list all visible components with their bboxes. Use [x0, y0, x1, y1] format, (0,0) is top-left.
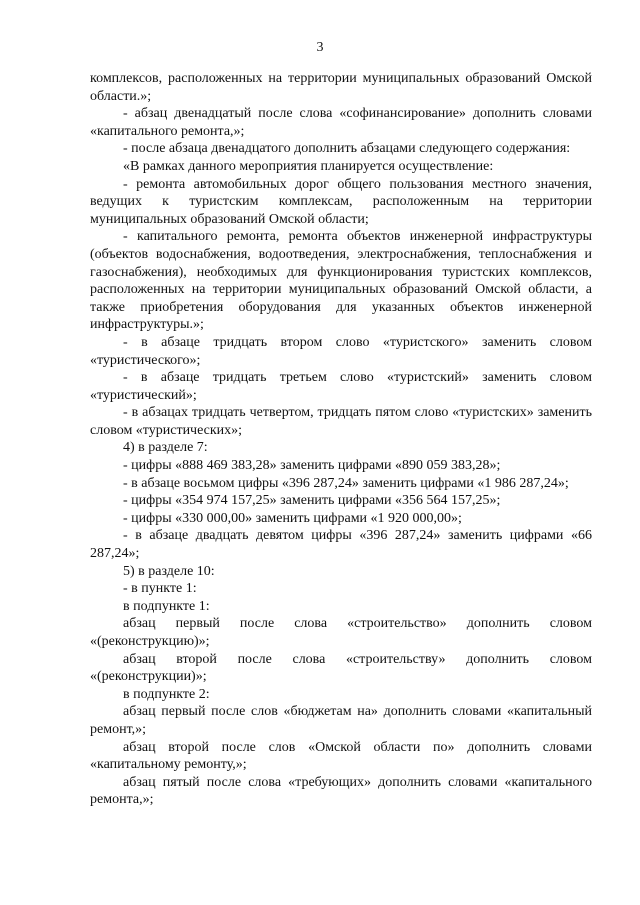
paragraph: абзац первый после слов «бюджетам на» дополнить словами «капитальный ремонт,»;	[90, 704, 592, 737]
paragraph: 4) в разделе 7:	[123, 440, 208, 456]
paragraph: - цифры «354 974 157,25» заменить цифрами «356 564 157,25»;	[123, 493, 501, 509]
page-number: 3	[316, 40, 324, 55]
paragraph: «В рамках данного мероприятия планируется осуществление:	[123, 158, 494, 174]
paragraph: абзац первый после слова «строительство» дополнить словом «(реконструкцию)»;	[90, 616, 592, 649]
paragraph: - цифры «330 000,00» заменить цифрами «1 920 000,00»;	[123, 510, 462, 526]
paragraph: в подпункте 2:	[123, 686, 210, 702]
paragraph: - ремонта автомобильных дорог общего пользования местного значения, ведущих к туристским комплексам, расположенным на территории муниципальных образований Омской области;	[90, 176, 592, 227]
paragraph: - в пункте 1:	[123, 581, 197, 597]
paragraph: - капитального ремонта, ремонта объектов инженерной инфраструктуры (объектов водоснабжения, водоотведения, электроснабжения, теплоснабжения и газоснабжения), необходимых для функционирования туристских комплексов, расположенных на территории муниципальных образований Омской области, а также приобретения оборудования для указанных объектов инженерной инфраструктуры.»;	[90, 229, 592, 333]
paragraph: - в абзаце двадцать девятом цифры «396 287,24» заменить цифрами «66 287,24»;	[90, 528, 592, 562]
paragraph: - в абзаце тридцать втором слово «туристского» заменить словом «туристического»;	[90, 334, 592, 368]
paragraph: абзац пятый после слова «требующих» дополнить словами «капитального ремонта,»;	[90, 774, 592, 808]
paragraph: - после абзаца двенадцатого дополнить абзацами следующего содержания:	[123, 141, 571, 157]
paragraph: - цифры «888 469 383,28» заменить цифрами «890 059 383,28»;	[123, 458, 501, 474]
paragraph: 5) в разделе 10:	[123, 563, 215, 579]
paragraph: абзац второй после слова «строительству» дополнить словом «(реконструкции)»;	[90, 651, 592, 685]
paragraph: - в абзаце тридцать третьем слово «туристский» заменить словом «туристический»;	[90, 370, 592, 403]
paragraph: в подпункте 1:	[123, 598, 210, 614]
paragraph: - в абзацах тридцать четвертом, тридцать пятом слово «туристских» заменить словом «туристических»;	[90, 405, 592, 438]
document-body	[90, 70, 592, 809]
paragraph: абзац второй после слов «Омской области по» дополнить словами «капитальному ремонту,»;	[90, 739, 592, 773]
paragraph: - в абзаце восьмом цифры «396 287,24» заменить цифрами «1 986 287,24»;	[123, 475, 569, 491]
paragraph: - абзац двенадцатый после слова «софинансирование» дополнить словами «капитального ремонта,»;	[90, 106, 592, 139]
paragraph: комплексов, расположенных на территории муниципальных образований Омской области.»;	[90, 71, 592, 104]
